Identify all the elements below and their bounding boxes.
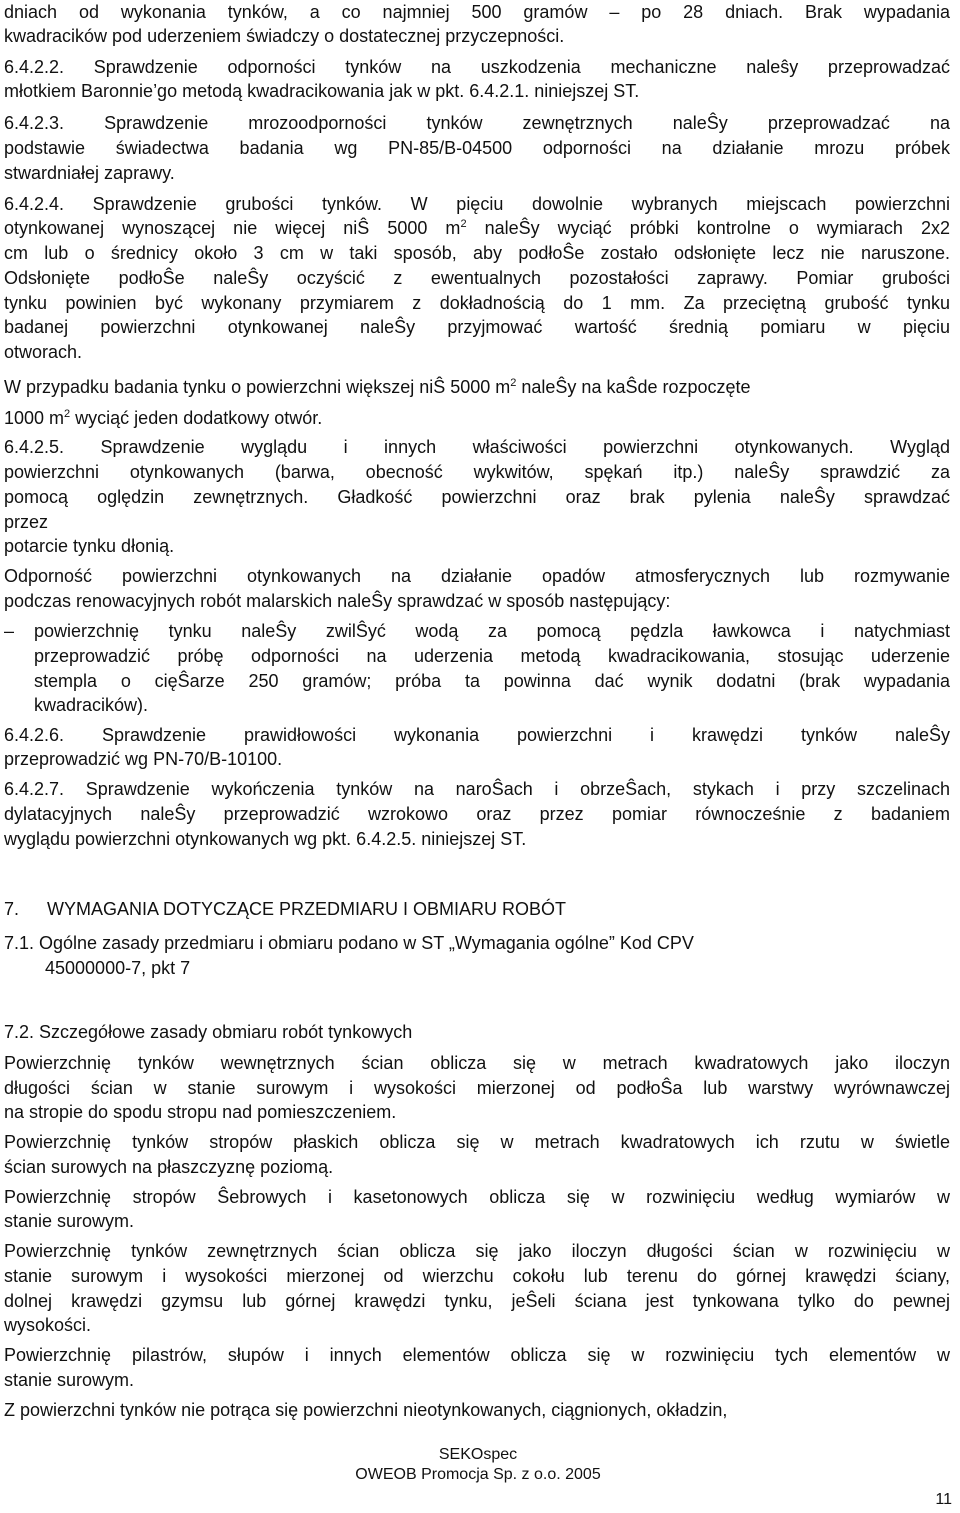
text-line: przeprowadzić wg PN-70/B-10100.: [4, 749, 283, 769]
text-line: przez: [4, 512, 49, 532]
footer-publisher: OWEOB Promocja Sp. z o.o. 2005: [355, 1466, 601, 1483]
text-line: Powierzchnię tynków zewnętrznych ścian oblicza się jako iloczyn długości ścian w rozwinięciu w: [4, 1241, 950, 1261]
list-bullet-dash: –: [4, 621, 15, 641]
text-line: dniach od wykonania tynków, a co najmniej 500 gramów – po 28 dniach. Brak wypadania: [4, 2, 950, 22]
text-line: Odporność powierzchni otynkowanych na działanie opadów atmosferycznych lub rozmywanie: [4, 566, 950, 586]
footer-company: SEKOspec: [438, 1446, 518, 1463]
text-line: 6.4.2.5. Sprawdzenie wyglądu i innych właściwości powierzchni otynkowanych. Wygląd: [4, 437, 950, 457]
text-line: W przypadku badania tynku o powierzchni większej niŜ 5000 $m^2$ naleŜy na kaŜde rozpoczęte: [4, 377, 751, 397]
text-line: młotkiem Baronnie’go metodą kwadracikowania jak w pkt. 6.4.2.1. niniejszej ST.: [4, 81, 640, 101]
text-line: otworach.: [4, 342, 83, 362]
text-line: powierzchni otynkowanych (barwa, obecność wykwitów, spękań itp.) naleŜy sprawdzić za: [4, 462, 950, 482]
text-line: stanie surowym i wysokości mierzonej od wierzchu cokołu lub terenu do górnej krawędzi ściany,: [4, 1266, 950, 1286]
superscript: 2: [510, 377, 517, 389]
text-line: na stropie do spodu stropu nad pomieszczeniem.: [4, 1102, 397, 1122]
subsection-heading: 7.2. Szczegółowe zasady obmiaru robót tynkowych: [4, 1022, 413, 1042]
section-heading: WYMAGANIA DOTYCZĄCE PRZEDMIARU I OBMIARU ROBÓT: [47, 899, 567, 919]
page-number: 11: [935, 1491, 952, 1508]
text-line: stempla o cięŜarze 250 gramów; próba ta powinna dać wynik dodatni (brak wypadania: [34, 671, 950, 691]
text-line: 6.4.2.7. Sprawdzenie wykończenia tynków na naroŜach i obrzeŜach, stykach i przy szczelinach: [4, 779, 950, 799]
text-line: pomocą oględzin zewnętrznych. Gładkość powierzchni oraz brak pylenia naleŜy sprawdzać: [4, 487, 950, 507]
text-line: stanie surowym.: [4, 1211, 135, 1231]
text-line: tynku powinien być wykonany przymiarem z dokładnością do 1 mm. Za przeciętną grubość tynku: [4, 293, 950, 313]
text-line: stanie surowym.: [4, 1370, 135, 1390]
text-line: stwardniałej zaprawy.: [4, 163, 175, 183]
section-number: 7.: [4, 899, 20, 919]
superscript: 2: [460, 218, 467, 230]
text-line: Powierzchnię tynków stropów płaskich oblicza się w metrach kwadratowych ich rzutu w świetle: [4, 1132, 950, 1152]
text-line: wyglądu powierzchni otynkowanych wg pkt. 6.4.2.5. niniejszej ST.: [4, 829, 527, 849]
text-line: długości ścian w stanie surowym i wysokości mierzonej od podłoŜa lub warstwy wyrównawczej: [4, 1078, 950, 1098]
text-line: Powierzchnię stropów Ŝebrowych i kasetonowych oblicza się w rozwinięciu według wymiarów w: [4, 1187, 950, 1207]
text-line: Powierzchnię pilastrów, słupów i innych elementów oblicza się w rozwinięciu tych elementów w: [4, 1345, 950, 1365]
text-line: Odsłonięte podłoŜe naleŜy oczyścić z ewentualnych pozostałości zaprawy. Pomiar grubości: [4, 268, 950, 288]
text-line: ścian surowych na płaszczyznę poziomą.: [4, 1157, 334, 1177]
text-line: powierzchnię tynku naleŜy zwilŜyć wodą za pomocą pędzla ławkowca i natychmiast: [34, 621, 950, 641]
subsection-heading-cont: 45000000-7, pkt 7: [45, 958, 191, 978]
text-line: podczas renowacyjnych robót malarskich naleŜy sprawdzać w sposób następujący:: [4, 591, 671, 611]
text-line: 6.4.2.2. Sprawdzenie odporności tynków na uszkodzenia mechaniczne naleŝy przeprowadzać: [4, 57, 950, 77]
text-line: 1000 $m^2$ wyciąć jeden dodatkowy otwór.: [4, 408, 323, 428]
text-line: dylatacyjnych naleŜy przeprowadzić wzrokowo oraz przez pomiar równocześnie z badaniem: [4, 804, 950, 824]
text-line: potarcie tynku dłonią.: [4, 536, 175, 556]
superscript: 2: [64, 408, 71, 420]
text-line: wysokości.: [4, 1315, 92, 1335]
subsection-heading: 7.1. Ogólne zasady przedmiaru i obmiaru podano w ST „Wymagania ogólne” Kod CPV: [4, 933, 694, 953]
text-line: Z powierzchni tynków nie potrąca się powierzchni nieotynkowanych, ciągnionych, okładzin,: [4, 1400, 728, 1420]
text-line: przeprowadzić próbę odporności na uderzenia metodą kwadracikowania, stosując uderzenie: [34, 646, 950, 666]
text-line: 6.4.2.3. Sprawdzenie mrozoodporności tynków zewnętrznych naleŜy przeprowadzać na: [4, 113, 950, 133]
text-line: cm lub o średnicy około 3 cm w taki sposób, aby podłoŜe zostało odsłonięte lecz nie naruszone.: [4, 243, 950, 263]
text-line: kwadracików).: [34, 695, 149, 715]
text-line: Powierzchnię tynków wewnętrznych ścian oblicza się w metrach kwadratowych jako iloczyn: [4, 1053, 950, 1073]
text-line: dolnej krawędzi gzymsu lub górnej krawędzi tynku, jeŜeli ściana jest tynkowana tylko do pewnej: [4, 1291, 950, 1311]
text-line: podstawie świadectwa badania wg PN-85/B-04500 odporności na działanie mrozu próbek: [4, 138, 950, 158]
text-line: badanej powierzchni otynkowanej naleŜy przyjmować wartość średnią pomiaru w pięciu: [4, 317, 950, 337]
text-line: 6.4.2.6. Sprawdzenie prawidłowości wykonania powierzchni i krawędzi tynków naleŜy: [4, 725, 950, 745]
text-line: otynkowanej wynoszącej nie więcej niŜ 5000 $m^2$ naleŜy wyciąć próbki kontrolne o wymiarach 2x2: [4, 218, 951, 238]
text-line: 6.4.2.4. Sprawdzenie grubości tynków. W pięciu dowolnie wybranych miejscach powierzchni: [4, 194, 950, 214]
text-line: kwadracików pod uderzeniem świadczy o dostatecznej przyczepności.: [4, 26, 565, 46]
